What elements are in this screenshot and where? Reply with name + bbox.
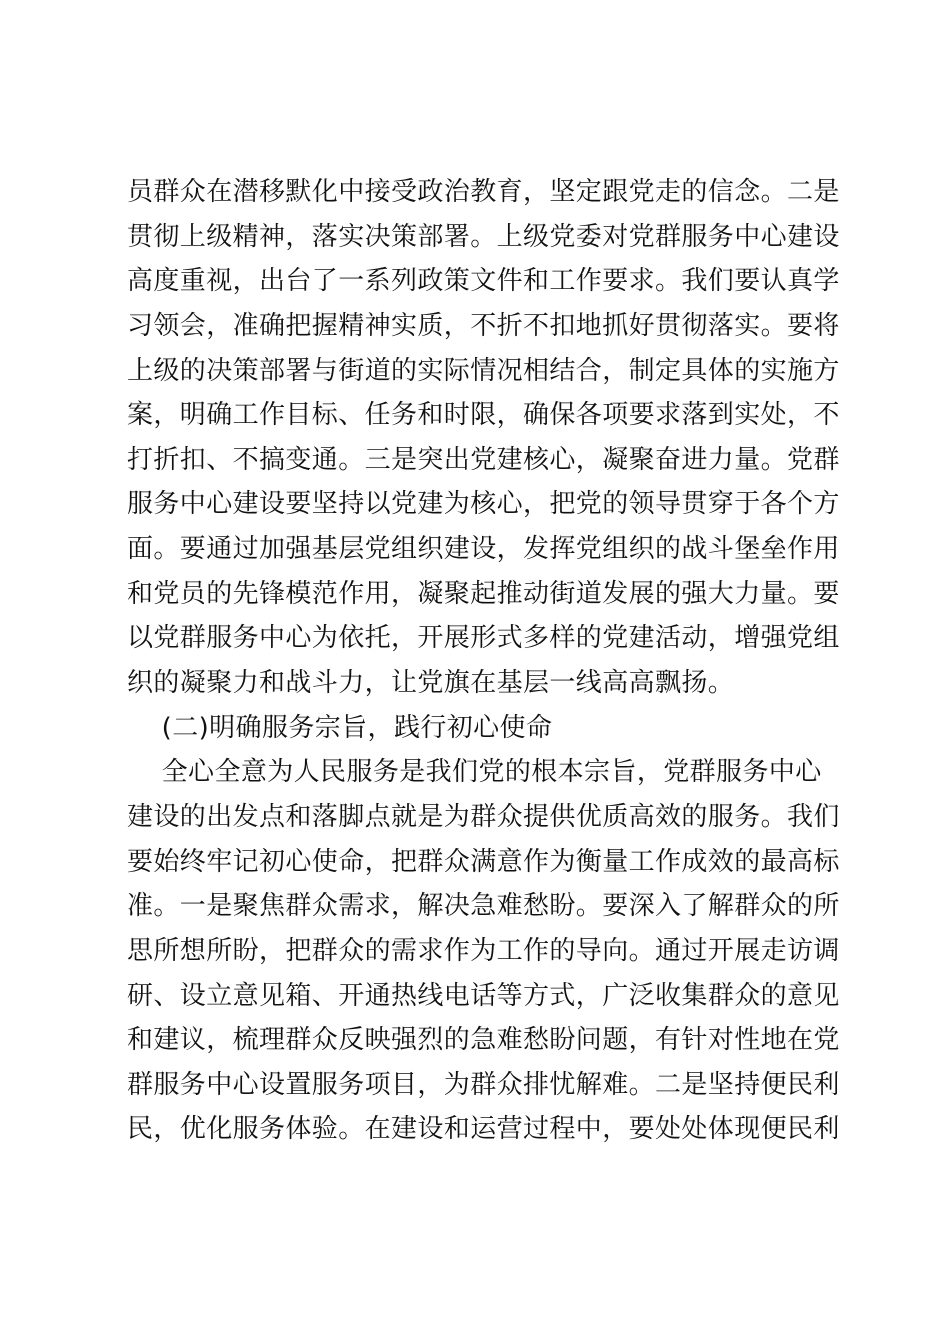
text-line-1: 员群众在潜移默化中接受政治教育，坚定跟党走的信念。二是 [127, 177, 840, 207]
text-line-15: 建设的出发点和落脚点就是为群众提供优质高效的服务。我们 [127, 801, 840, 832]
text-line-8: 服务中心建设要坚持以党建为核心，把党的领导贯穿于各个方 [127, 489, 840, 520]
text-line-4: 习领会，准确把握精神实质，不折不扣地抓好贯彻落实。要将 [127, 310, 840, 341]
text-line-14: 全心全意为人民服务是我们党的根本宗旨，党群服务中心 [127, 757, 822, 788]
text-line-10: 和党员的先锋模范作用，凝聚起推动街道发展的强大力量。要 [127, 578, 840, 609]
text-line-5: 上级的决策部署与街道的实际情况相结合，制定具体的实施方 [127, 355, 840, 386]
text-line-21: 群服务中心设置服务项目，为群众排忧解难。二是坚持便民利 [127, 1069, 840, 1100]
section-heading: (二)明确服务宗旨，践行初心使命 [127, 712, 553, 743]
text-line-17: 准。一是聚焦群众需求，解决急难愁盼。要深入了解群众的所 [127, 891, 840, 922]
text-line-9: 面。要通过加强基层党组织建设，发挥党组织的战斗堡垒作用 [127, 534, 840, 565]
text-line-22: 民，优化服务体验。在建设和运营过程中，要处处体现便民利 [127, 1114, 840, 1145]
text-line-12: 织的凝聚力和战斗力，让党旗在基层一线高高飘扬。 [127, 668, 735, 699]
text-line-6: 案，明确工作目标、任务和时限，确保各项要求落到实处，不 [127, 400, 840, 431]
body-text [127, 170, 840, 1152]
text-line-19: 研、设立意见箱、开通热线电话等方式，广泛收集群众的意见 [127, 980, 840, 1011]
text-line-16: 要始终牢记初心使命，把群众满意作为衡量工作成效的最高标 [127, 846, 840, 877]
text-line-20: 和建议，梳理群众反映强烈的急难愁盼问题，有针对性地在党 [127, 1025, 840, 1056]
text-line-2: 贯彻上级精神，落实决策部署。上级党委对党群服务中心建设 [127, 221, 840, 252]
text-line-11: 以党群服务中心为依托，开展形式多样的党建活动，增强党组 [127, 623, 840, 654]
text-line-3: 高度重视，出台了一系列政策文件和工作要求。我们要认真学 [127, 266, 840, 297]
text-line-7: 打折扣、不搞变通。三是突出党建核心，凝聚奋进力量。党群 [127, 444, 840, 475]
text-line-18: 思所想所盼，把群众的需求作为工作的导向。通过开展走访调 [127, 935, 840, 966]
